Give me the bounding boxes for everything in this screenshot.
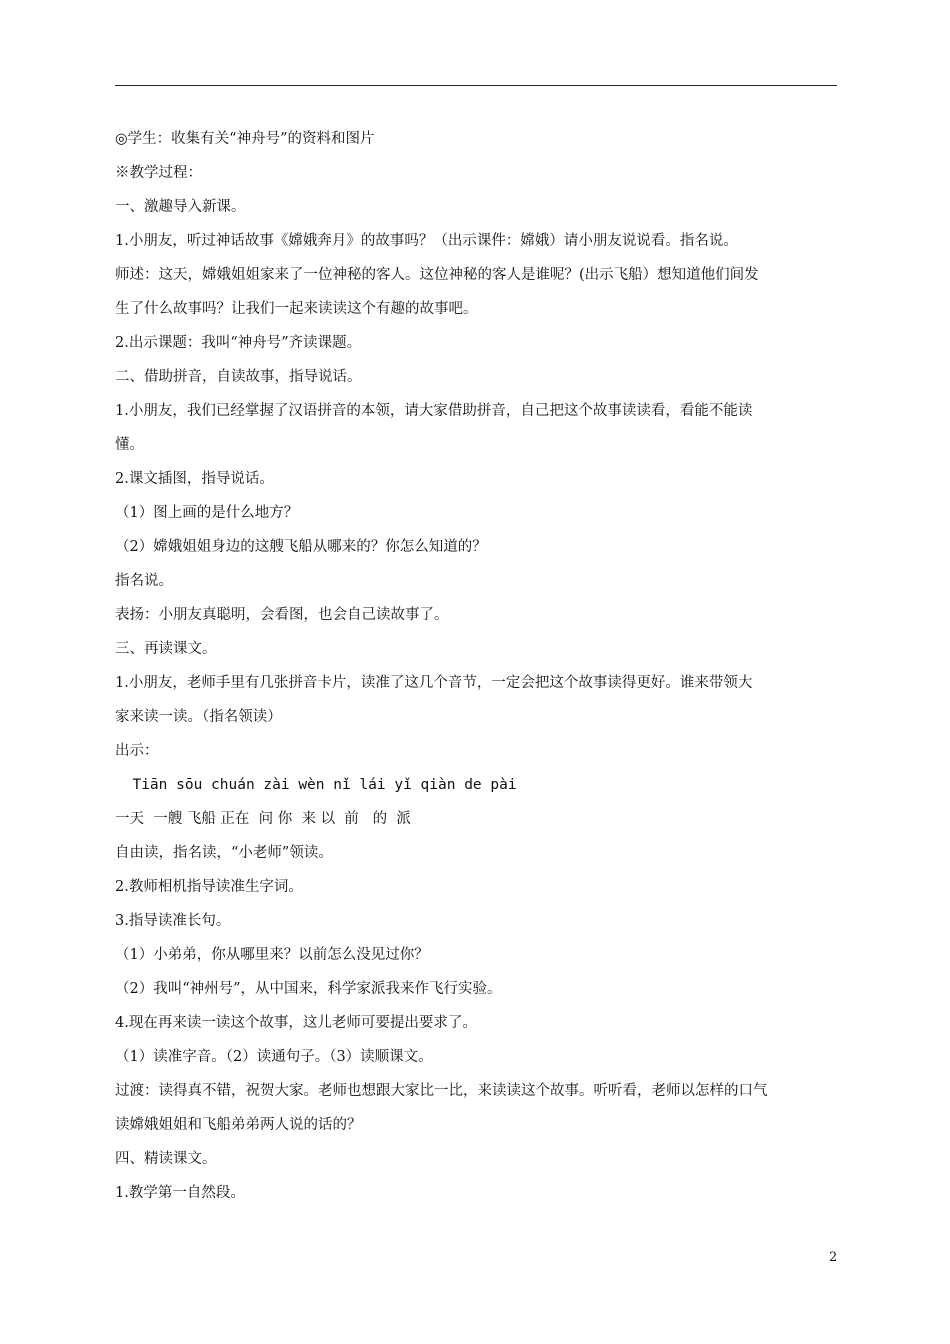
text-line: （1）小弟弟，你从哪里来？以前怎么没见过你？ <box>115 947 429 963</box>
header-rule <box>115 85 837 86</box>
text-line: 1.小朋友，老师手里有几张拼音卡片，读准了这几个音节，一定会把这个故事读得更好。谁来带领大 <box>115 675 753 691</box>
text-line: （1）图上画的是什么地方？ <box>115 505 299 521</box>
section-heading: 四、精读课文。 <box>115 1151 217 1167</box>
text-line: 2.课文插图，指导说话。 <box>115 471 274 487</box>
text-line: （2）我叫“神州号”，从中国来，科学家派我来作飞行实验。 <box>115 981 502 997</box>
text-line: 出示： <box>115 743 159 759</box>
page-number: 2 <box>829 1250 838 1265</box>
text-line: 3.指导读准长句。 <box>115 913 231 929</box>
text-line: 2.出示课题：我叫“神舟号”齐读课题。 <box>115 335 362 351</box>
text-line: （2）嫦娥姐姐身边的这艘飞船从哪来的？你怎么知道的？ <box>115 539 487 555</box>
text-line: 4.现在再来读一读这个故事，这儿老师可要提出要求了。 <box>115 1015 477 1031</box>
text-line: 师述：这天，嫦娥姐姐家来了一位神秘的客人。这位神秘的客人是谁呢？(出示飞船）想知道他们间发 <box>115 267 759 283</box>
pinyin-row: Tiān sōu chuán zài wèn nǐ lái yǐ qiàn de pài <box>115 777 517 793</box>
text-line: 生了什么故事吗？让我们一起来读读这个有趣的故事吧。 <box>115 301 478 317</box>
text-line: 懂。 <box>115 437 144 453</box>
text-line: ※教学过程： <box>115 165 202 181</box>
text-line: 过渡：读得真不错，祝贺大家。老师也想跟大家比一比，来读读这个故事。听听看，老师以怎样的口气 <box>115 1083 768 1099</box>
text-line: （1）读准字音。（2）读通句子。（3）读顺课文。 <box>115 1049 433 1065</box>
text-line: 表扬：小朋友真聪明，会看图，也会自己读故事了。 <box>115 607 449 623</box>
document-body <box>115 122 840 1210</box>
text-line: 自由读，指名读，“小老师”领读。 <box>115 845 333 861</box>
text-line: ◎学生：收集有关“神舟号”的资料和图片 <box>115 131 375 147</box>
text-line: 1.小朋友，听过神话故事《嫦娥奔月》的故事吗？（出示课件：嫦娥）请小朋友说说看。指名说。 <box>115 233 738 249</box>
section-heading: 二、借助拼音，自读故事，指导说话。 <box>115 369 362 385</box>
text-line: 1.小朋友，我们已经掌握了汉语拼音的本领，请大家借助拼音，自己把这个故事读读看，看能不能读 <box>115 403 753 419</box>
text-line: 1.教学第一自然段。 <box>115 1185 245 1201</box>
text-line: 2.教师相机指导读准生字词。 <box>115 879 303 895</box>
hanzi-row: 一天 一艘 飞船 正在 问 你 来 以 前 的 派 <box>115 811 411 827</box>
text-line: 指名说。 <box>115 573 173 589</box>
text-line: 读嫦娥姐姐和飞船弟弟两人说的话的？ <box>115 1117 362 1133</box>
section-heading: 三、再读课文。 <box>115 641 217 657</box>
section-heading: 一、激趣导入新课。 <box>115 199 246 215</box>
text-line: 家来读一读。（指名领读） <box>115 709 282 725</box>
